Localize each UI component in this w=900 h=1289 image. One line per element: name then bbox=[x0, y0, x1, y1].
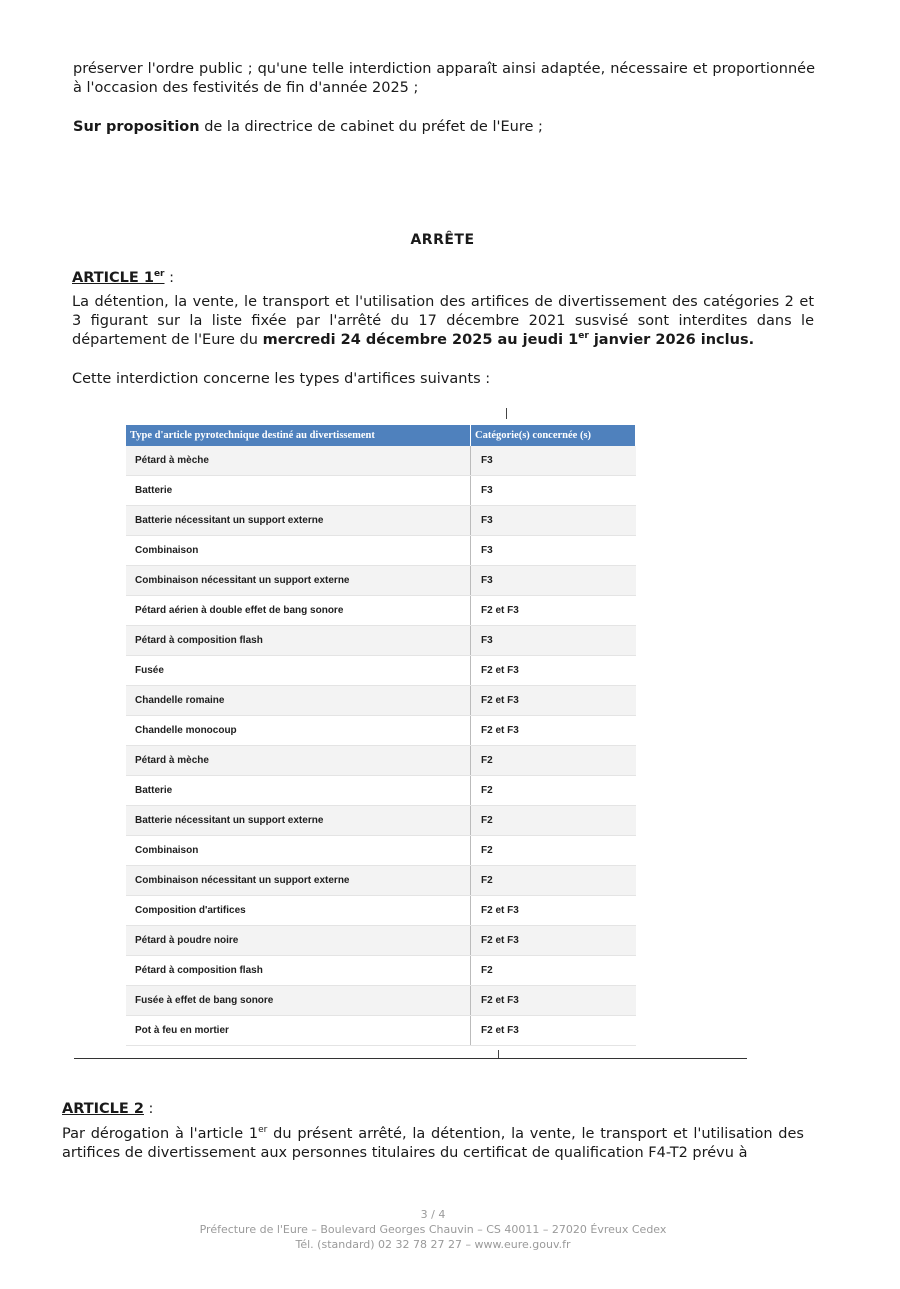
artifice-category-cell: F2 et F3 bbox=[471, 986, 636, 1016]
table-row bbox=[126, 716, 636, 746]
table-body bbox=[126, 446, 636, 1046]
artifice-type-cell: Batterie bbox=[126, 776, 471, 806]
artifice-category-cell: F2 bbox=[471, 746, 636, 776]
table-row bbox=[126, 956, 636, 986]
artifice-category-cell: F2 bbox=[471, 866, 636, 896]
table-header-row bbox=[126, 425, 636, 446]
table-row bbox=[126, 866, 636, 896]
table-row bbox=[126, 656, 636, 686]
table-row bbox=[126, 566, 636, 596]
table-row bbox=[126, 446, 636, 476]
article1-heading-sup: er bbox=[153, 269, 165, 280]
proposition-paragraph bbox=[73, 118, 815, 137]
article1-text-start: La détention, la vente, le transport et l'utilisation des artifices de divertissement des catégories 2 et 3 figurant sur la liste fixée par l'arrêté du 17 décembre 2021 susvisé sont interdites dans le département de l'Eure du bbox=[72, 294, 814, 348]
artifice-category-cell: F2 et F3 bbox=[471, 716, 636, 746]
artifice-type-cell: Pétard aérien à double effet de bang sonore bbox=[126, 596, 471, 626]
article1-heading-colon: : bbox=[164, 270, 174, 286]
table-row bbox=[126, 506, 636, 536]
artifice-category-cell: F2 bbox=[471, 956, 636, 986]
artifice-category-cell: F2 et F3 bbox=[471, 596, 636, 626]
artifice-type-cell: Batterie nécessitant un support externe bbox=[126, 806, 471, 836]
artifice-type-cell: Batterie nécessitant un support externe bbox=[126, 506, 471, 536]
artifice-category-cell: F2 bbox=[471, 806, 636, 836]
artifice-category-cell: F2 et F3 bbox=[471, 656, 636, 686]
article2-heading bbox=[62, 1101, 153, 1117]
artifice-type-cell: Composition d'artifices bbox=[126, 896, 471, 926]
table-row bbox=[126, 536, 636, 566]
table-row bbox=[126, 776, 636, 806]
table-row bbox=[126, 476, 636, 506]
article1-dates: mercredi 24 décembre 2025 au jeudi 1er janvier 2026 inclus. bbox=[262, 331, 755, 348]
table-row bbox=[126, 926, 636, 956]
article2-heading-colon: : bbox=[143, 1101, 154, 1117]
artifice-category-cell: F2 et F3 bbox=[471, 926, 636, 956]
artifice-type-cell: Combinaison nécessitant un support externe bbox=[126, 866, 471, 896]
artifice-category-cell: F2 et F3 bbox=[471, 686, 636, 716]
table-row bbox=[126, 626, 636, 656]
article2-heading-label: ARTICLE 2 bbox=[62, 1101, 144, 1117]
footer-contact: Tél. (standard) 02 32 78 27 27 – www.eure.gouv.fr bbox=[295, 1238, 571, 1251]
artifice-category-cell: F3 bbox=[471, 536, 636, 566]
artifice-table bbox=[126, 425, 636, 1046]
artifice-type-cell: Pot à feu en mortier bbox=[126, 1016, 471, 1046]
table-row bbox=[126, 746, 636, 776]
artifice-category-cell: F2 et F3 bbox=[471, 1016, 636, 1046]
artifice-type-cell: Fusée bbox=[126, 656, 471, 686]
footer-address: Préfecture de l'Eure – Boulevard Georges Chauvin – CS 40011 – 27020 Évreux Cedex bbox=[199, 1223, 667, 1236]
artifice-category-cell: F3 bbox=[471, 476, 636, 506]
page-footer bbox=[0, 1207, 866, 1252]
artifice-type-cell: Combinaison nécessitant un support externe bbox=[126, 566, 471, 596]
artifice-type-cell: Chandelle romaine bbox=[126, 686, 471, 716]
horizontal-rule bbox=[74, 1058, 747, 1059]
arrete-title: ARRÊTE bbox=[410, 232, 475, 248]
artifice-category-cell: F3 bbox=[471, 626, 636, 656]
artifice-type-cell: Chandelle monocoup bbox=[126, 716, 471, 746]
artifice-type-cell: Fusée à effet de bang sonore bbox=[126, 986, 471, 1016]
artifice-type-cell: Pétard à composition flash bbox=[126, 626, 471, 656]
artifice-type-cell: Combinaison bbox=[126, 836, 471, 866]
artifice-category-cell: F2 bbox=[471, 776, 636, 806]
article2-text: Par dérogation à l'article 1er du présent arrêté, la détention, la vente, le transport et l'utilisation des artifices de divertissement aux personnes titulaires du certificat de qualification F4-T2 prévu à bbox=[62, 1125, 804, 1161]
header-type: Type d'article pyrotechnique destiné au divertissement bbox=[126, 425, 471, 446]
proposition-bold: Sur proposition bbox=[73, 119, 200, 135]
artifice-category-cell: F3 bbox=[471, 506, 636, 536]
header-category: Catégorie(s) concernée (s) bbox=[471, 425, 636, 446]
artifice-category-cell: F3 bbox=[471, 446, 636, 476]
artifice-type-cell: Pétard à composition flash bbox=[126, 956, 471, 986]
table-row bbox=[126, 806, 636, 836]
page-number: 3 / 4 bbox=[420, 1208, 446, 1221]
table-top-tick bbox=[506, 408, 507, 419]
article1-types-intro: Cette interdiction concerne les types d'artifices suivants : bbox=[72, 371, 491, 387]
article1-heading-label: ARTICLE 1 bbox=[72, 270, 154, 286]
article1-text bbox=[72, 293, 814, 350]
article1-heading bbox=[72, 270, 174, 286]
proposition-rest: de la directrice de cabinet du préfet de l'Eure ; bbox=[199, 119, 543, 135]
artifice-type-cell: Batterie bbox=[126, 476, 471, 506]
table-row bbox=[126, 986, 636, 1016]
artifice-type-cell: Combinaison bbox=[126, 536, 471, 566]
table-row bbox=[126, 1016, 636, 1046]
artifice-category-cell: F2 et F3 bbox=[471, 896, 636, 926]
artifice-type-cell: Pétard à mèche bbox=[126, 446, 471, 476]
table-row bbox=[126, 896, 636, 926]
table-row bbox=[126, 836, 636, 866]
artifice-type-cell: Pétard à poudre noire bbox=[126, 926, 471, 956]
artifice-category-cell: F2 bbox=[471, 836, 636, 866]
artifice-category-cell: F3 bbox=[471, 566, 636, 596]
intro-paragraph: préserver l'ordre public ; qu'une telle interdiction apparaît ainsi adaptée, nécessaire et proportionnée à l'occasion des festivités de fin d'année 2025 ; bbox=[73, 61, 815, 96]
artifice-type-cell: Pétard à mèche bbox=[126, 746, 471, 776]
table-row bbox=[126, 686, 636, 716]
table-row bbox=[126, 596, 636, 626]
